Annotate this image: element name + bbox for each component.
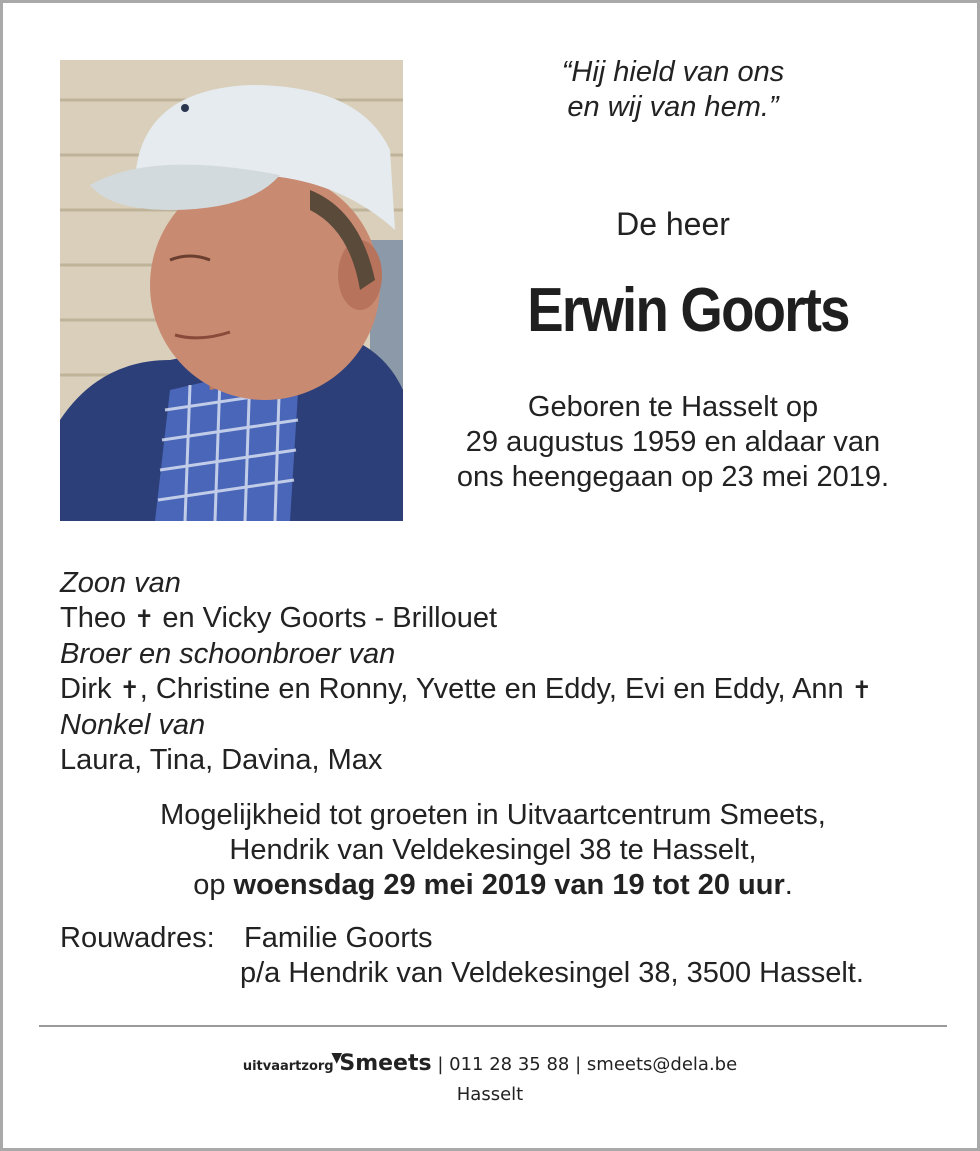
mourning-address xyxy=(60,921,940,991)
quote-line-2: en wij van hem.” xyxy=(567,91,779,123)
visit-line-1: Mogelijkheid tot groeten in Uitvaartcentrum Smeets, xyxy=(160,799,826,831)
family-list xyxy=(60,566,940,778)
cross-icon: ✝ xyxy=(119,677,140,704)
birth-line-1: Geboren te Hasselt op xyxy=(527,391,819,423)
address-line-2: p/a Hendrik van Veldekesingel 38, 3500 Hasselt. xyxy=(240,957,864,989)
cross-icon: ✝ xyxy=(134,606,155,633)
visit-line-3 xyxy=(43,868,943,903)
address-label: Rouwadres: xyxy=(60,922,215,954)
siblings-rest: , Christine en Ronny, Yvette en Eddy, Evi en Eddy, Ann xyxy=(139,673,844,705)
siblings-label: Broer en schoonbroer van xyxy=(60,638,396,670)
separator: | xyxy=(575,1054,582,1075)
honorific: De heer xyxy=(616,206,730,242)
sibling-dirk: Dirk xyxy=(60,673,112,705)
parent-theo: Theo xyxy=(60,602,127,634)
quote-line-1: “Hij hield van ons xyxy=(561,56,785,88)
portrait-photo xyxy=(60,60,403,521)
nieces-names: Laura, Tina, Davina, Max xyxy=(60,744,383,776)
footer-contact-row xyxy=(3,1047,977,1084)
birth-line-3: ons heengegaan op 23 mei 2019. xyxy=(456,461,890,493)
deceased-name: Erwin Goorts xyxy=(527,276,849,345)
visit-line-2: Hendrik van Veldekesingel 38 te Hasselt, xyxy=(229,834,757,866)
birth-death-text xyxy=(423,390,923,495)
cross-icon: ✝ xyxy=(851,677,872,704)
visitation-info xyxy=(43,798,943,903)
visit-prefix: op xyxy=(193,869,234,901)
separator: | xyxy=(437,1054,444,1075)
footer-phone: 011 28 35 88 xyxy=(449,1054,570,1075)
birth-line-2: 29 augustus 1959 en aldaar van xyxy=(465,426,881,458)
parent-rest: en Vicky Goorts - Brillouet xyxy=(154,602,498,634)
quote xyxy=(473,55,873,125)
siblings-names xyxy=(60,672,940,708)
son-label: Zoon van xyxy=(60,567,181,599)
footer-email: smeets@dela.be xyxy=(586,1054,738,1075)
funeral-home-footer xyxy=(3,1047,977,1106)
footer-prefix: uitvaartzorg xyxy=(242,1059,334,1074)
uncle-label: Nonkel van xyxy=(60,709,206,741)
visit-date-time: woensdag 29 mei 2019 van 19 tot 20 uur xyxy=(233,869,785,901)
footer-city: Hasselt xyxy=(456,1084,524,1105)
portrait-illustration xyxy=(60,60,403,521)
footer-brand xyxy=(331,1050,432,1076)
triangle-icon: ▼ xyxy=(331,1050,343,1066)
parents-names xyxy=(60,601,940,637)
visit-suffix: . xyxy=(784,869,793,901)
brand-name: Smeets xyxy=(339,1051,432,1076)
address-line-1: Familie Goorts xyxy=(244,922,433,954)
divider xyxy=(39,1025,947,1027)
